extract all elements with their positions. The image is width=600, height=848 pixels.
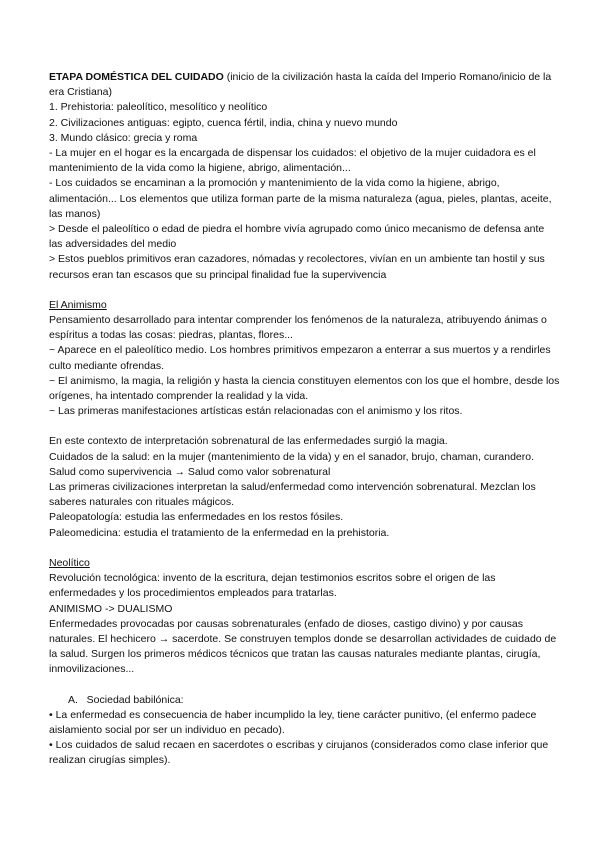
section-title-subtitle: (inicio de la civilización hasta la caída del Imperio Romano/inicio de la era Cristiana) [49,71,552,99]
paragraph: - Los cuidados se encaminan a la promoción y mantenimiento de la vida como la higiene, abrigo, alimentación... Los elementos que utiliza forman parte de la misma naturaleza (agua, pieles, plantas, aceite, las manos) [49,177,552,220]
paragraph: - La mujer en el hogar es la encargada de dispensar los cuidados: el objetivo de la mujer cuidadora es el mantenimiento de la vida como la higiene, abrigo, alimentación... [49,147,536,175]
paragraph: Paleopatología: estudia las enfermedades en los restos fósiles. [49,511,344,524]
list-item: 2. Civilizaciones antiguas: egipto, cuenca fértil, india, china y nuevo mundo [49,116,398,129]
paragraph: ~ Las primeras manifestaciones artísticas están relacionadas con el animismo y los ritos. [49,405,463,418]
paragraph: ~ El animismo, la magia, la religión y hasta la ciencia constituyen elementos con los que el hombre, desde los orígenes, ha intentado comprender la realidad y la vida. [49,374,560,403]
paragraph: Pensamiento desarrollado para intentar comprender los fenómenos de la naturaleza, atribuyendo ánimas o espíritus a todas las cosas: piedras, plantas, flores... [49,314,547,342]
paragraph: ~ Aparece en el paleolítico medio. Los hombres primitivos empezaron a enterrar a sus muertos y a rendirles culto mediante ofrendas. [49,344,551,372]
animismo-heading: El Animismo [49,298,107,311]
bullet-item: • La enfermedad es consecuencia de haber incumplido la ley, tiene carácter punitivo, (el enfermo padece aislamiento social por ser un individuo en pecado). [49,708,537,736]
paragraph: ANIMISMO -> DUALISMO [49,602,173,615]
paragraph: En este contexto de interpretación sobrenatural de las enfermedades surgió la magia. [49,435,448,448]
list-item: 1. Prehistoria: paleolítico, mesolítico y neolítico [49,101,268,114]
section-title-paragraph [49,70,560,100]
paragraph: Paleomedicina: estudia el tratamiento de la enfermedad en la prehistoria. [49,526,390,539]
paragraph: > Estos pueblos primitivos eran cazadores, nómadas y recolectores, vivían en un ambiente tan hostil y sus recursos eran tan escasos que su principal finalidad fue la supervivencia [49,253,545,281]
paragraph: Enfermedades provocadas por causas sobrenaturales (enfado de dioses, castigo divino) y por causas naturales. El hechicero → sacerdote. Se construyen templos donde se desarrollan actividades de cuidado de la salud. Surgen los primeros médicos técnicos que tratan las causas naturales mediante plantas, cirugía, inmovilizaciones... [49,617,557,676]
babilonia-heading: A. Sociedad babilónica: [68,693,184,706]
list-item: 3. Mundo clásico: grecia y roma [49,131,198,144]
paragraph: Las primeras civilizaciones interpretan la salud/enfermedad como intervención sobrenatural. Mezclan los saberes naturales con rituales mágicos. [49,481,536,509]
paragraph: Salud como supervivencia → Salud como valor sobrenatural [49,465,331,478]
paragraph: Cuidados de la salud: en la mujer (mantenimiento de la vida) y en el sanador, brujo, chaman, curandero. [49,450,535,463]
paragraph: Revolución tecnológica: invento de la escritura, dejan testimonios escritos sobre el origen de las enfermedades y los procedimientos empleados para tratarlas. [49,572,496,600]
neolitico-heading: Neolítico [49,556,90,569]
bullet-item: • Los cuidados de salud recaen en sacerdotes o escribas y cirujanos (considerados como clase inferior que realizan cirugías simples). [49,739,549,767]
paragraph: > Desde el paleolítico o edad de piedra el hombre vivía agrupado como único mecanismo de defensa ante las adversidades del medio [49,223,545,251]
section-title: ETAPA DOMÉSTICA DEL CUIDADO [49,71,224,83]
